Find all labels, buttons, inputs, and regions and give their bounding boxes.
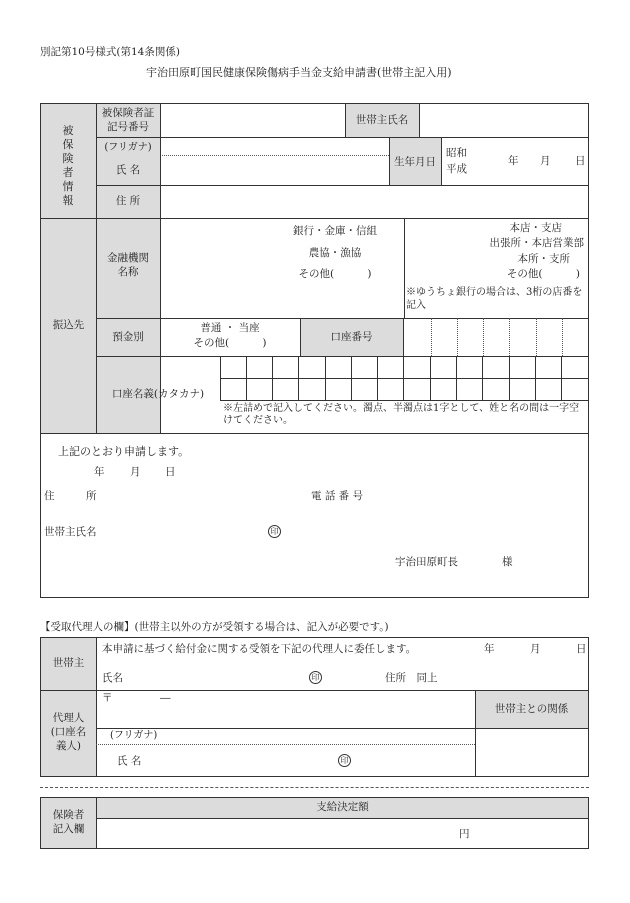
agent-section-heading: 【受取代理人の欄】(世帯主以外の方が受領する場合は、記入が必要です。) (40, 621, 389, 633)
delegation-text: 本申請に基づく給付金に関する受領を下記の代理人に委任します。 (102, 643, 417, 655)
delegation-year-unit: 年 (484, 643, 495, 655)
branch-type-2[interactable]: 出張所・本店営業部 (489, 237, 584, 249)
agent-label-2: (口座名 (50, 726, 87, 738)
addressee-honorific: 様 (502, 556, 513, 568)
cert-number-label: 被保険者証 (101, 107, 155, 119)
agent-name-field[interactable] (160, 746, 330, 774)
addressee: 宇治田原町長 (395, 556, 458, 568)
deposit-type-other[interactable]: その他( ) (193, 337, 267, 349)
relation-label: 世帯主との関係 (494, 703, 569, 715)
delegator-seal-mark: 印 (309, 671, 322, 684)
insurer-label: 保険者 (52, 809, 85, 821)
section-separator (40, 787, 589, 788)
postal-dash: ― (160, 692, 171, 704)
bank-label-2: 名称 (117, 266, 139, 278)
agent-address-field[interactable] (97, 691, 474, 727)
application-month-unit: 月 (130, 466, 141, 478)
agent-name-label: 氏 名 (117, 755, 142, 767)
transfer-section-label: 振込先 (52, 319, 85, 331)
address-field[interactable] (161, 186, 588, 217)
yucho-note: ※ゆうちょ銀行の場合は、3桁の店番を記入 (406, 287, 583, 311)
birth-date-label: 生年月日 (394, 156, 436, 168)
seal-mark: 印 (268, 525, 281, 538)
bank-label: 金融機関 (107, 252, 149, 264)
cert-number-label-2: 記号番号 (107, 121, 149, 133)
householder-name-field[interactable] (420, 104, 588, 136)
name-field[interactable] (161, 156, 388, 184)
agent-label: 代理人 (52, 712, 85, 724)
furigana-label: (フリガナ) (104, 142, 152, 153)
yen-unit: 円 (459, 828, 470, 840)
bank-type-2[interactable]: 農協・漁協 (308, 247, 362, 259)
delegator-address-same: 住所 同上 (385, 672, 438, 684)
agent-label-3: 義人) (55, 740, 82, 752)
account-holder-label: 口座名義(カタカナ) (111, 388, 205, 400)
cert-number-field[interactable] (161, 104, 344, 136)
form-number: 別記第10号様式(第14条関係) (40, 46, 180, 58)
account-number-label: 口座番号 (330, 331, 373, 343)
era-heisei[interactable]: 平成 (446, 163, 467, 175)
account-holder-katakana-grid[interactable] (221, 357, 588, 399)
form-title: 宇治田原町国民健康保険傷病手当金支給申請書(世帯主記入用) (146, 66, 452, 79)
era-showa[interactable]: 昭和 (446, 147, 467, 159)
application-statement: 上記のとおり申請します。 (58, 445, 190, 458)
agent-furigana-label: (フリガナ) (110, 730, 158, 741)
agent-seal-mark: 印 (338, 754, 351, 767)
birth-year-unit: 年 (508, 155, 519, 167)
deposit-type-label: 預金別 (112, 331, 144, 343)
bank-type-1[interactable]: 銀行・金庫・信組 (293, 225, 377, 237)
postal-mark: 〒 (102, 692, 113, 704)
delegation-month-unit: 月 (530, 643, 541, 655)
agent-householder-label: 世帯主 (52, 657, 85, 669)
applicant-householder-label: 世帯主氏名 (44, 526, 97, 538)
branch-type-1[interactable]: 本店・支店 (509, 222, 562, 234)
relation-field[interactable] (476, 729, 588, 776)
bank-type-3[interactable]: その他( ) (298, 268, 372, 280)
furigana-field[interactable] (161, 138, 388, 154)
branch-type-4[interactable]: その他( ) (506, 268, 580, 280)
applicant-phone-label: 電 話 番 号 (311, 490, 364, 502)
birth-day-unit: 日 (575, 155, 586, 167)
address-label: 住 所 (115, 195, 141, 207)
delegation-day-unit: 日 (576, 643, 587, 655)
account-holder-note: ※左詰めで記入してください。濁点、半濁点は1字として、姓と名の間は一字空けてください。 (223, 403, 580, 426)
applicant-address-label: 住 所 (44, 490, 97, 502)
householder-name-label: 世帯主氏名 (355, 114, 409, 126)
approved-amount-label: 支給決定額 (316, 801, 369, 813)
approved-amount-field[interactable] (97, 819, 452, 848)
application-day-unit: 日 (165, 466, 176, 478)
deposit-type-ordinary-current[interactable]: 普通 ・ 当座 (200, 322, 260, 334)
name-label: 氏 名 (115, 164, 141, 176)
account-number-field[interactable] (404, 319, 588, 355)
delegator-name-label: 氏名 (102, 672, 123, 684)
insurer-label-2: 記入欄 (52, 823, 85, 835)
application-year-unit: 年 (94, 466, 105, 478)
birth-month-unit: 月 (540, 155, 551, 167)
branch-type-3[interactable]: 本所・支所 (517, 253, 570, 265)
